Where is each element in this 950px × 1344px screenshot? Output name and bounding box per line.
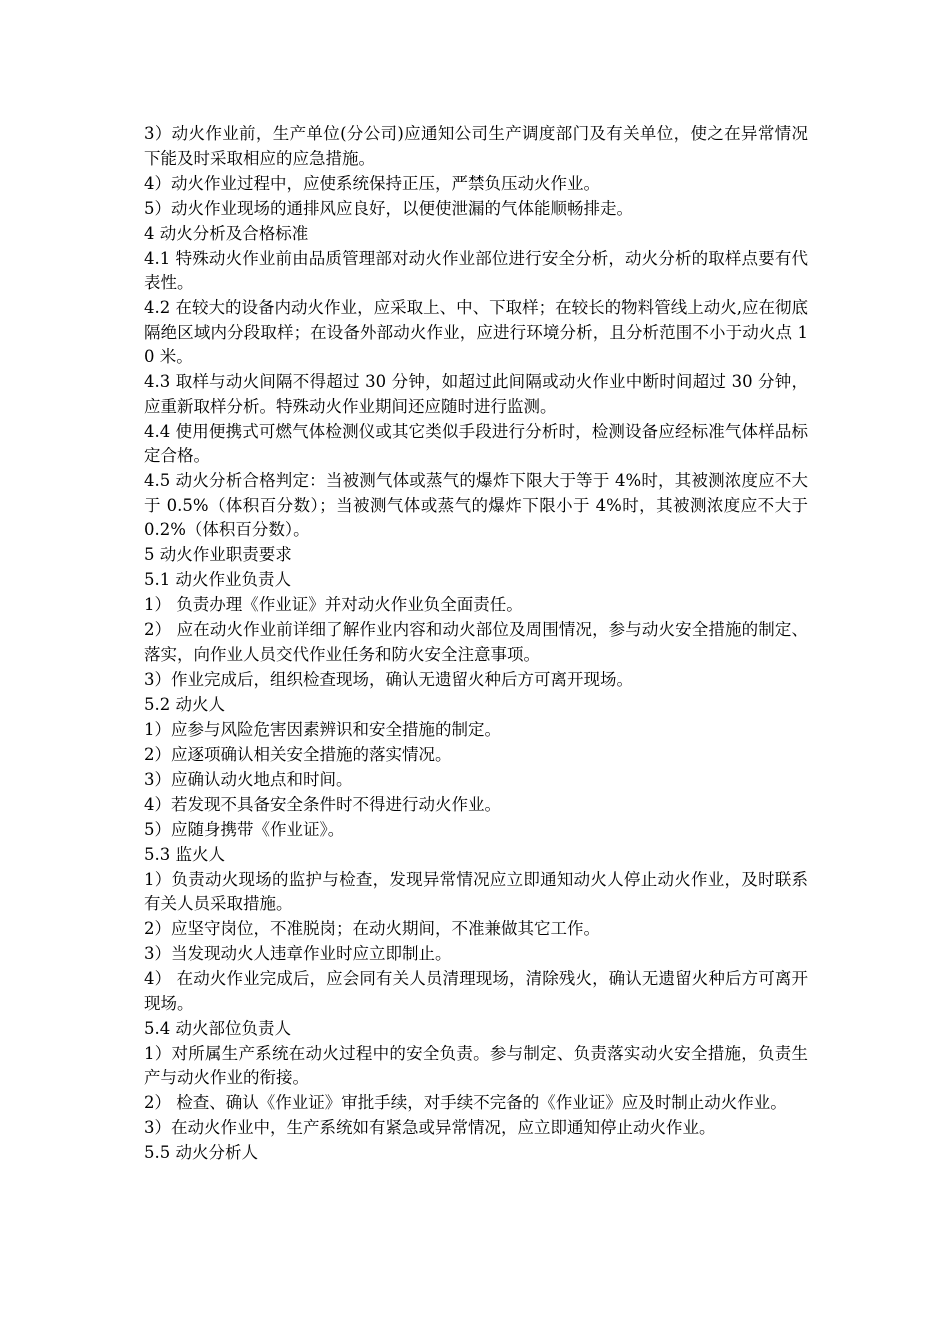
paragraph: 2） 检查、确认《作业证》审批手续，对手续不完备的《作业证》应及时制止动火作业。 xyxy=(144,1093,787,1112)
paragraph: 4.5 动火分析合格判定：当被测气体或蒸气的爆炸下限大于等于 4%时，其被测浓度应不大于 0.5%（体积百分数）；当被测气体或蒸气的爆炸下限小于 4%时，其被测浓度应不大于 0.2%（体积百分数）。 xyxy=(144,471,808,539)
paragraph: 4.4 使用便携式可燃气体检测仪或其它类似手段进行分析时，检测设备应经标准气体样品标定合格。 xyxy=(144,421,808,465)
paragraph: 5）应随身携带《作业证》。 xyxy=(144,819,345,839)
subsection-heading: 5.4 动火部位负责人 xyxy=(144,1018,291,1038)
paragraph: 5）动火作业现场的通排风应良好，以便使泄漏的气体能顺畅排走。 xyxy=(144,198,633,218)
paragraph: 1） 负责办理《作业证》并对动火作业负全面责任。 xyxy=(144,595,523,614)
subsection-heading: 5.2 动火人 xyxy=(144,694,225,714)
paragraph: 4.3 取样与动火间隔不得超过 30 分钟，如超过此间隔或动火作业中断时间超过 30 分钟，应重新取样分析。特殊动火作业期间还应随时进行监测。 xyxy=(144,372,808,416)
paragraph: 4） 在动火作业完成后，应会同有关人员清理现场，清除残火，确认无遗留火种后方可离开现场。 xyxy=(144,969,808,1013)
subsection-heading: 5.3 监火人 xyxy=(144,844,225,864)
subsection-heading: 5.5 动火分析人 xyxy=(144,1143,258,1162)
paragraph: 1）负责动火现场的监护与检查，发现异常情况应立即通知动火人停止动火作业，及时联系有关人员采取措施。 xyxy=(144,869,808,913)
paragraph: 1）应参与风险危害因素辨识和安全措施的制定。 xyxy=(144,719,501,739)
subsection-heading: 5.1 动火作业负责人 xyxy=(144,570,291,589)
document-page xyxy=(144,122,808,1166)
paragraph: 3）应确认动火地点和时间。 xyxy=(144,769,353,789)
paragraph: 3）当发现动火人违章作业时应立即制止。 xyxy=(144,944,452,963)
paragraph: 2） 应在动火作业前详细了解作业内容和动火部位及周围情况，参与动火安全措施的制定、落实，向作业人员交代作业任务和防火安全注意事项。 xyxy=(144,620,808,664)
paragraph: 2）应坚守岗位，不准脱岗；在动火期间，不准兼做其它工作。 xyxy=(144,919,600,938)
section-heading: 5 动火作业职责要求 xyxy=(144,545,292,564)
paragraph: 3）作业完成后，组织检查现场，确认无遗留火种后方可离开现场。 xyxy=(144,669,633,689)
paragraph: 3）在动火作业中，生产系统如有紧急或异常情况，应立即通知停止动火作业。 xyxy=(144,1118,716,1137)
paragraph: 1）对所属生产系统在动火过程中的安全负责。参与制定、负责落实动火安全措施，负责生产与动火作业的衔接。 xyxy=(144,1043,808,1087)
paragraph: 2）应逐项确认相关安全措施的落实情况。 xyxy=(144,744,452,764)
paragraph: 4.2 在较大的设备内动火作业，应采取上、中、下取样；在较长的物料管线上动火,应在彻底隔绝区域内分段取样；在设备外部动火作业，应进行环境分析，且分析范围不小于动火点 10 米。 xyxy=(144,298,808,366)
section-heading: 4 动火分析及合格标准 xyxy=(144,223,309,243)
paragraph: 4.1 特殊动火作业前由品质管理部对动火作业部位进行安全分析，动火分析的取样点要有代表性。 xyxy=(144,248,808,292)
paragraph: 4）动火作业过程中，应使系统保持正压，严禁负压动火作业。 xyxy=(144,173,600,193)
paragraph: 3）动火作业前，生产单位(分公司)应通知公司生产调度部门及有关单位，使之在异常情况下能及时采取相应的应急措施。 xyxy=(144,124,808,168)
paragraph: 4）若发现不具备安全条件时不得进行动火作业。 xyxy=(144,794,501,814)
